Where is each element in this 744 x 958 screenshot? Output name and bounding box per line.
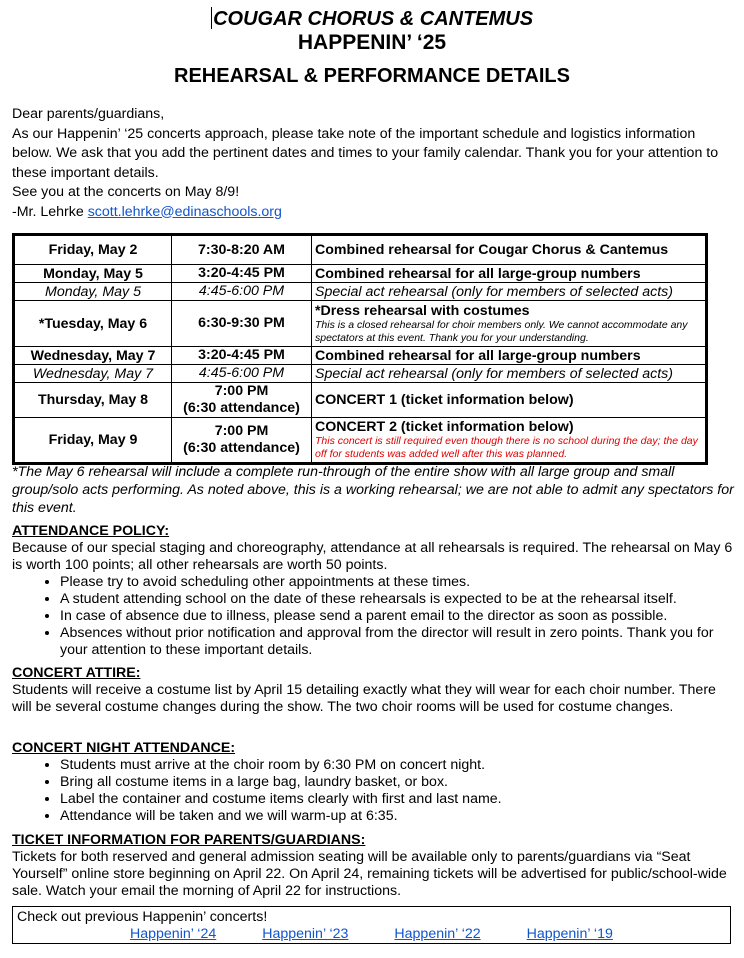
happenin-19-link[interactable]: Happenin’ ‘19 <box>526 926 613 942</box>
previous-concerts-text: Check out previous Happenin’ concerts! <box>17 909 268 925</box>
table-row <box>14 347 707 365</box>
rehearsal-note: *The May 6 rehearsal will include a complete run-through of the entire show with all large group and small group/solo acts performing. As noted above, this is a working rehearsal; we are not able to admit any spectators for this event. <box>12 464 734 516</box>
time-cell: 3:20-4:45 PM <box>172 265 312 283</box>
schedule-table <box>12 233 708 465</box>
list-item: • A student attending school on the date of these rehearsals is expected to be at the rehearsal itself. <box>60 591 734 608</box>
event-cell: Special act rehearsal (only for members of selected acts) <box>312 365 707 383</box>
event-cell: Combined rehearsal for all large-group numbers <box>312 347 707 365</box>
list-item: • Students must arrive at the choir room by 6:30 PM on concert night. <box>60 757 734 774</box>
date-cell: Monday, May 5 <box>14 265 172 283</box>
time-cell: 6:30-9:30 PM <box>172 301 312 347</box>
time-value: 7:00 PM <box>214 383 269 399</box>
date-cell: Friday, May 9 <box>14 418 172 464</box>
previous-concerts-links <box>130 926 655 943</box>
table-row <box>14 301 707 347</box>
date-cell: Wednesday, May 7 <box>14 347 172 365</box>
attendance-time: (6:30 attendance) <box>183 440 300 456</box>
attendance-policy-section <box>12 523 734 659</box>
time-cell <box>172 383 312 418</box>
signature: -Mr. Lehrke <box>12 203 84 220</box>
happenin-24-link[interactable]: Happenin’ ‘24 <box>130 926 217 942</box>
time-cell <box>172 418 312 464</box>
attendance-list <box>12 574 734 659</box>
table-row <box>14 383 707 418</box>
event-cell: CONCERT 1 (ticket information below) <box>312 383 707 418</box>
table-row <box>14 365 707 383</box>
date-cell: Thursday, May 8 <box>14 383 172 418</box>
time-cell: 4:45-6:00 PM <box>172 283 312 301</box>
event-cell <box>312 418 707 464</box>
happenin-22-link[interactable]: Happenin’ ‘22 <box>394 926 481 942</box>
event-title: *Dress rehearsal with costumes <box>315 302 530 319</box>
attendance-time: (6:30 attendance) <box>183 400 300 416</box>
list-item: • Absences without prior notification and approval from the director will result in zero points. Thank you for your attention to these important details. <box>60 625 734 659</box>
happenin-23-link[interactable]: Happenin’ ‘23 <box>262 926 349 942</box>
event-cell: Combined rehearsal for all large-group numbers <box>312 265 707 283</box>
event-detail: This concert is still required even though there is no school during the day; the day off for students was added well after this was planned. <box>315 435 698 460</box>
attendance-text: Because of our special staging and choreography, attendance at all rehearsals is required. The rehearsal on May 6 is worth 100 points; all other rehearsals are worth 50 points. <box>12 540 733 573</box>
event-detail: This is a closed rehearsal for choir members only. We cannot accommodate any spectators at this event. Thank you for your understanding. <box>315 318 688 344</box>
date-cell: Monday, May 5 <box>14 283 172 301</box>
email-link[interactable]: scott.lehrke@edinaschools.org <box>87 203 282 220</box>
intro-body: As our Happenin’ ‘25 concerts approach, please take note of the important schedule and logistics information below. We ask that you add the pertinent dates and times to your family calendar. Thank you for your attention to these important details. <box>12 125 719 181</box>
previous-concerts-box <box>12 906 731 944</box>
document-heading: REHEARSAL & PERFORMANCE DETAILS <box>174 65 570 88</box>
signature-line <box>12 203 734 223</box>
date-cell: *Tuesday, May 6 <box>14 301 172 347</box>
list-item: • Please try to avoid scheduling other appointments at these times. <box>60 574 734 591</box>
date-cell: Wednesday, May 7 <box>14 365 172 383</box>
see-you-line: See you at the concerts on May 8/9! <box>12 184 240 200</box>
night-list <box>12 757 734 825</box>
list-item: • Attendance will be taken and we will warm-up at 6:35. <box>60 808 734 825</box>
table-row <box>14 235 707 265</box>
greeting: Dear parents/guardians, <box>12 106 165 122</box>
concert-night-section <box>12 740 734 825</box>
night-heading: CONCERT NIGHT ATTENDANCE: <box>12 740 236 756</box>
document-title: COUGAR CHORUS & CANTEMUS <box>0 7 744 31</box>
list-item: • In case of absence due to illness, please send a parent email to the director as soon as possible. <box>60 608 734 625</box>
event-cell: Special act rehearsal (only for members of selected acts) <box>312 283 707 301</box>
event-cell <box>312 301 707 347</box>
list-item: • Label the container and costume items clearly with first and last name. <box>60 791 734 808</box>
concert-attire-section <box>12 665 734 716</box>
attendance-heading: ATTENDANCE POLICY: <box>12 523 170 539</box>
attire-heading: CONCERT ATTIRE: <box>12 665 141 681</box>
document-subtitle: HAPPENIN’ ‘25 <box>297 31 447 54</box>
time-cell: 3:20-4:45 PM <box>172 347 312 365</box>
time-value: 7:00 PM <box>214 423 269 439</box>
time-cell: 7:30-8:20 AM <box>172 235 312 265</box>
table-row <box>14 265 707 283</box>
table-row <box>14 418 707 464</box>
event-title: CONCERT 2 (ticket information below) <box>315 419 574 435</box>
table-row <box>14 283 707 301</box>
date-cell: Friday, May 2 <box>14 235 172 265</box>
ticket-info-section <box>12 832 734 900</box>
tickets-heading: TICKET INFORMATION FOR PARENTS/GUARDIANS: <box>12 832 366 848</box>
event-cell: Combined rehearsal for Cougar Chorus & Cantemus <box>312 235 707 265</box>
attire-text: Students will receive a costume list by April 15 detailing exactly what they will wear for each choir number. There will be several costume changes during the show. The two choir rooms will be used for costume changes. <box>12 682 716 715</box>
text-cursor <box>211 7 212 29</box>
list-item: • Bring all costume items in a large bag, laundry basket, or box. <box>60 774 734 791</box>
intro-letter <box>12 105 734 222</box>
tickets-text: Tickets for both reserved and general admission seating will be available only to parents/guardians via “Seat Yourself” online store beginning on April 22. On April 24, remaining tickets will be advertised for public/school-wide sale. Watch your email the morning of April 22 for instructions. <box>12 849 727 899</box>
time-cell: 4:45-6:00 PM <box>172 365 312 383</box>
